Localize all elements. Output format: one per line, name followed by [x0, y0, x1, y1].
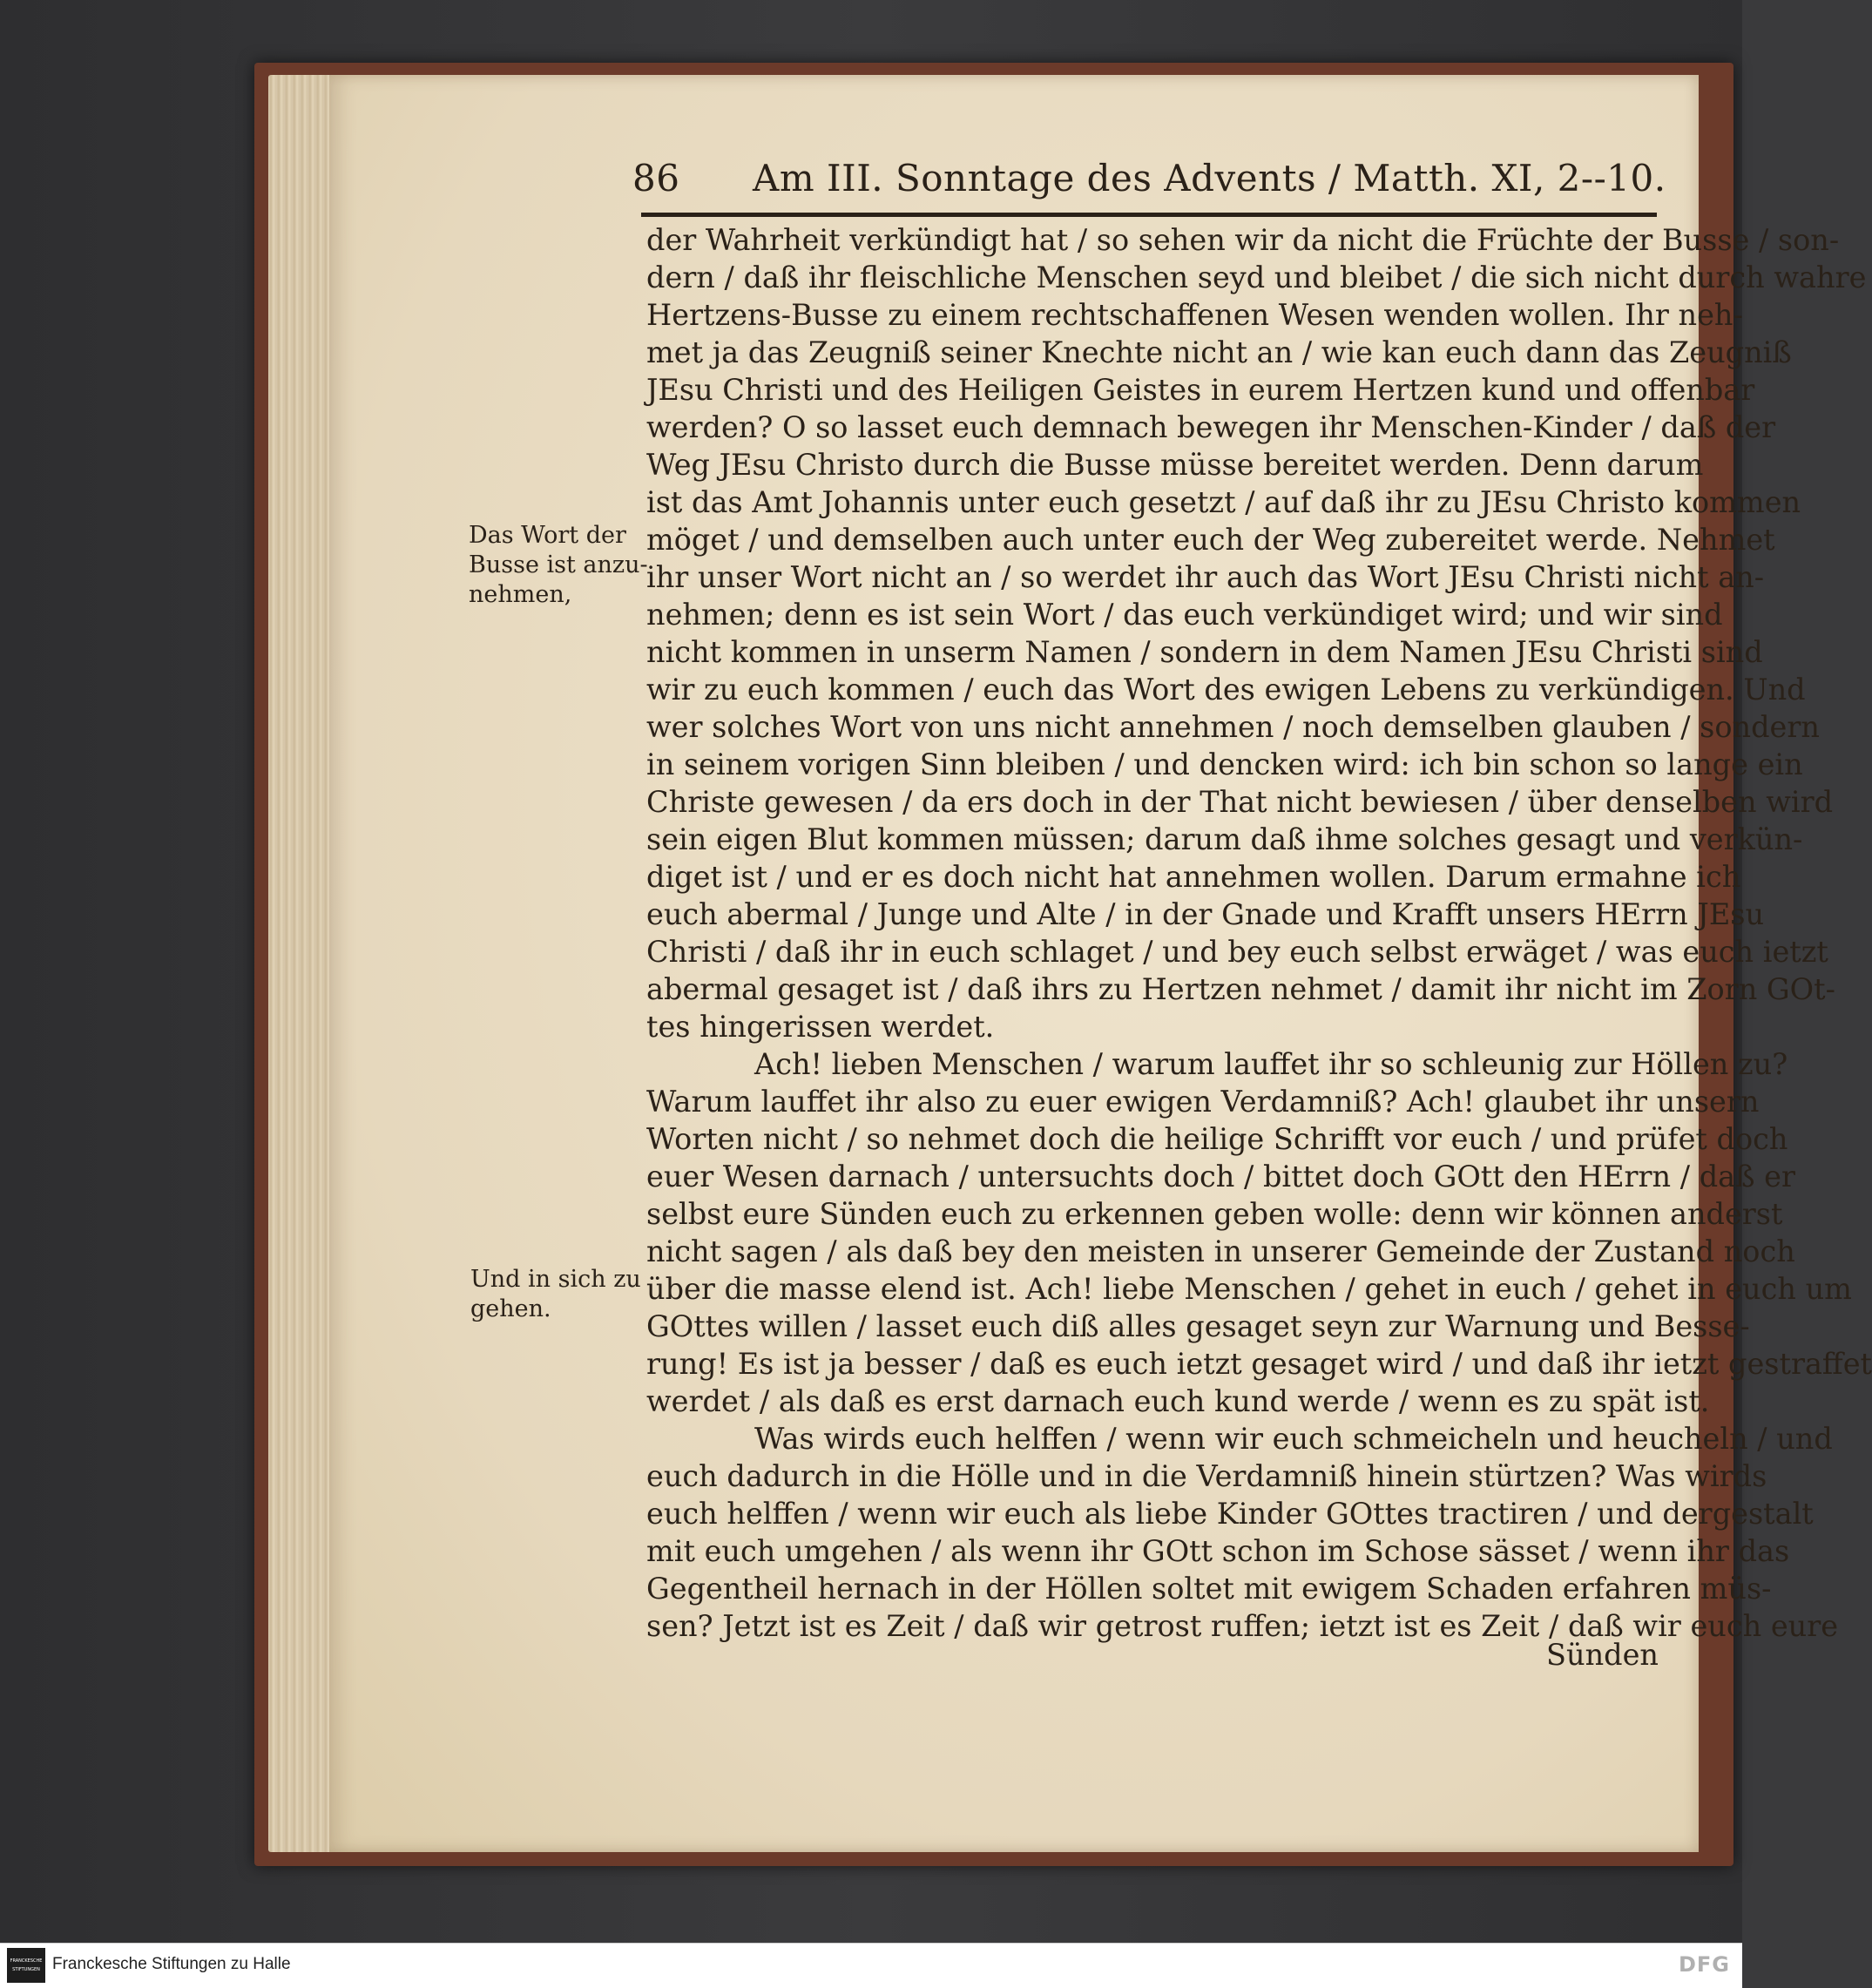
catchword: Sünden	[1546, 1638, 1659, 1672]
text-line: euch abermal / Junge und Alte / in der Gnade und Krafft unsers HErrn JEsu	[646, 897, 1765, 931]
paragraph	[646, 1045, 1872, 1420]
text-line: JEsu Christi und des Heiligen Geistes in eurem Hertzen kund und offenbar	[646, 373, 1755, 407]
text-line: euch dadurch in die Hölle und in die Verdamniß hinein stürtzen? Was wirds	[646, 1459, 1767, 1493]
text-line: ist das Amt Johannis unter euch gesetzt / auf daß ihr zu JEsu Christo kommen	[646, 485, 1801, 519]
text-line: diget ist / und er es doch nicht hat annehmen wollen. Darum ermahne ich	[646, 860, 1741, 894]
text-line: in seinem vorigen Sinn bleiben / und dencken wird: ich bin schon so lange ein	[646, 747, 1803, 781]
text-line: nicht kommen in unserm Namen / sondern in dem Namen JEsu Christi sind	[646, 635, 1763, 669]
text-line: sein eigen Blut kommen müssen; darum daß ihme solches gesagt und verkün-	[646, 822, 1803, 856]
header-rule	[641, 213, 1657, 217]
text-line: GOttes willen / lasset euch diß alles gesaget seyn zur Warnung und Besse-	[646, 1309, 1750, 1343]
institution-logo	[7, 1948, 45, 1983]
text-line: werden? O so lasset euch demnach bewegen ihr Menschen-Kinder / daß der	[646, 410, 1776, 444]
running-title: Am III. Sonntage des Advents / Matth. XI, 2--10.	[753, 157, 1666, 199]
text-line: Worten nicht / so nehmet doch die heilige Schrifft vor euch / und prüfet doch	[646, 1122, 1788, 1156]
text-line: euer Wesen darnach / untersuchts doch / bittet doch GOtt den HErrn / daß er	[646, 1160, 1795, 1193]
text-line: mit euch umgehen / als wenn ihr GOtt schon im Schose sässet / wenn ihr das	[646, 1534, 1790, 1568]
body-text	[646, 221, 1872, 1645]
text-line: nehmen; denn es ist sein Wort / das euch verkündiget wird; und wir sind	[646, 598, 1723, 632]
text-line: sen? Jetzt ist es Zeit / daß wir getrost ruffen; ietzt ist es Zeit / daß wir euch eure	[646, 1609, 1839, 1643]
margin-note-1	[469, 521, 648, 610]
text-line: Gegentheil hernach in der Höllen soltet mit ewigem Schaden erfahren müs-	[646, 1572, 1772, 1606]
text-line: Was wirds euch helffen / wenn wir euch schmeicheln und heucheln / und	[754, 1422, 1833, 1456]
text-line: über die masse elend ist. Ach! liebe Menschen / gehet in euch / gehet in euch um	[646, 1272, 1852, 1306]
dfg-logo: DFG	[1678, 1952, 1730, 1977]
text-line: tes hingerissen werdet.	[646, 1010, 995, 1044]
text-line: Christe gewesen / da ers doch in der That nicht bewiesen / über denselben wird	[646, 785, 1834, 819]
text-line: Ach! lieben Menschen / warum lauffet ihr so schleunig zur Höllen zu?	[754, 1047, 1788, 1081]
text-line: selbst eure Sünden euch zu erkennen geben wolle: denn wir können anderst	[646, 1197, 1783, 1231]
text-line: werdet / als daß es erst darnach euch kund werde / wenn es zu spät ist.	[646, 1384, 1710, 1418]
text-line: der Wahrheit verkündigt hat / so sehen wir da nicht die Früchte der Busse / son-	[646, 223, 1840, 257]
text-line: möget / und demselben auch unter euch der Weg zubereitet werde. Nehmet	[646, 523, 1775, 557]
paragraph	[646, 221, 1867, 1045]
text-line: Weg JEsu Christo durch die Busse müsse bereitet werden. Denn darum	[646, 448, 1704, 482]
text-line: Hertzens-Busse zu einem rechtschaffenen Wesen wenden wollen. Ihr neh-	[646, 298, 1743, 332]
page-number: 86	[632, 157, 680, 199]
paragraph	[646, 1420, 1839, 1645]
text-line: Warum lauffet ihr also zu euer ewigen Verdamniß? Ach! glaubet ihr unsern	[646, 1085, 1760, 1119]
text-line: nicht sagen / als daß bey den meisten in unserer Gemeinde der Zustand noch	[646, 1234, 1795, 1268]
margin-note-line: nehmen,	[469, 581, 572, 608]
institution-name: Franckesche Stiftungen zu Halle	[52, 1955, 291, 1973]
text-line: abermal gesaget ist / daß ihrs zu Hertzen nehmet / damit ihr nicht im Zorn GOt-	[646, 972, 1835, 1006]
text-line: ihr unser Wort nicht an / so werdet ihr auch das Wort JEsu Christi nicht an-	[646, 560, 1765, 594]
text-line: euch helffen / wenn wir euch als liebe Kinder GOttes tractiren / und dergestalt	[646, 1497, 1814, 1531]
text-line: wer solches Wort von uns nicht annehmen / noch demselben glauben / sondern	[646, 710, 1820, 744]
margin-note-line: Busse ist anzu-	[469, 551, 648, 578]
text-line: Christi / daß ihr in euch schlaget / und bey euch selbst erwäget / was euch ietzt	[646, 935, 1828, 969]
text-line: wir zu euch kommen / euch das Wort des ewigen Lebens zu verkündigen. Und	[646, 673, 1806, 707]
logo-label: FRANCKESCHE STIFTUNGEN	[10, 1958, 43, 1972]
text-line: dern / daß ihr fleischliche Menschen seyd und bleibet / die sich nicht durch wahre	[646, 260, 1867, 294]
margin-note-line: gehen.	[470, 1295, 551, 1322]
margin-note-line: Das Wort der	[469, 522, 626, 549]
page-header	[632, 157, 1666, 206]
footer-bar	[0, 1943, 1742, 1988]
text-line: met ja das Zeugniß seiner Knechte nicht an / wie kan euch dann das Zeugniß	[646, 335, 1792, 369]
margin-note-line: Und in sich zu	[470, 1266, 641, 1293]
text-line: rung! Es ist ja besser / daß es euch ietzt gesaget wird / und daß ihr ietzt gestraffet	[646, 1347, 1872, 1381]
margin-note-2	[470, 1265, 641, 1324]
